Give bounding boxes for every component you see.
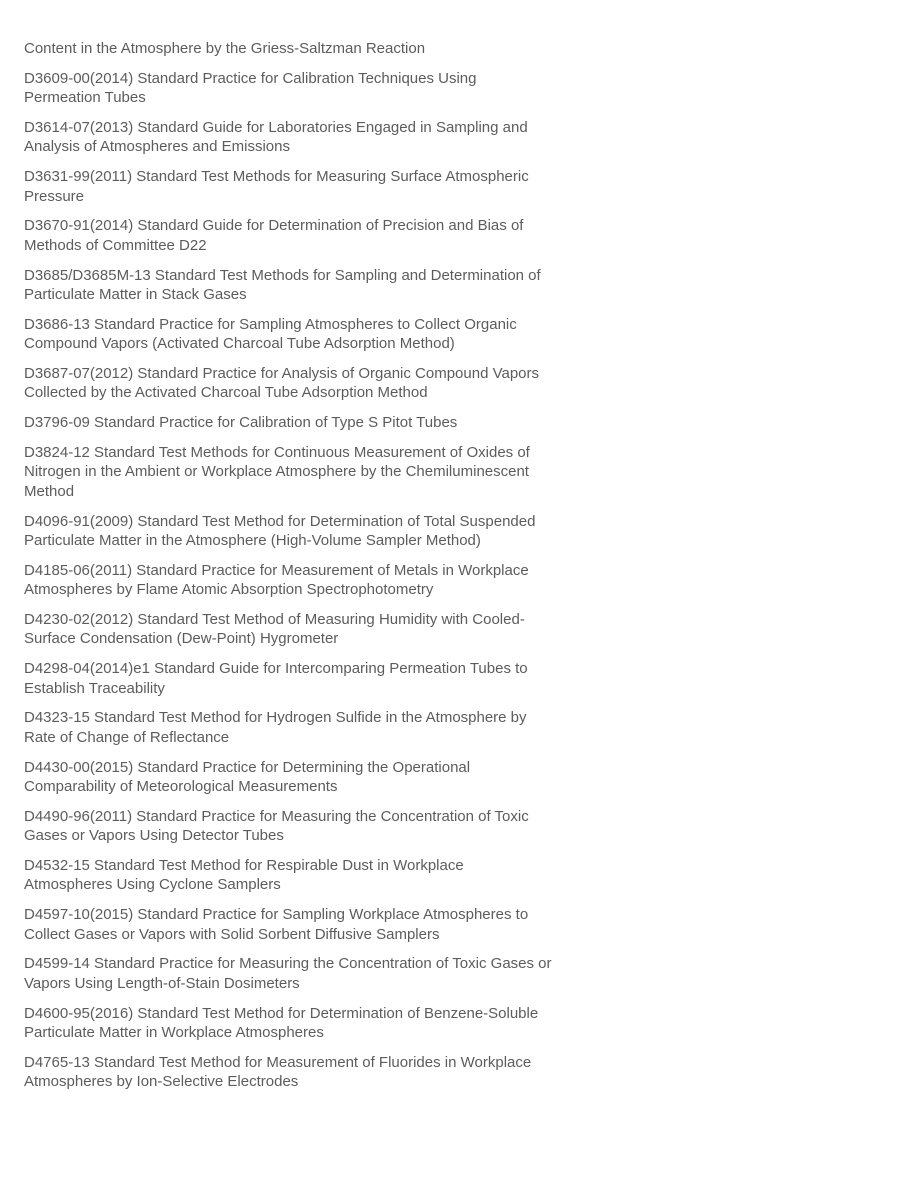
list-item: D4096-91(2009) Standard Test Method for Determination of Total Suspended Particulate Matter in the Atmosphere (High-Volume Sampler Method)	[24, 512, 536, 550]
list-item: D4230-02(2012) Standard Test Method of Measuring Humidity with Cooled-Surface Condensation (Dew-Point) Hygrometer	[24, 611, 525, 648]
list-item: D4490-96(2011) Standard Practice for Measuring the Concentration of Toxic Gases or Vapors Using Detector Tubes	[24, 807, 529, 845]
list-item: D3796-09 Standard Practice for Calibration of Type S Pitot Tubes	[24, 414, 458, 432]
list-item: D3614-07(2013) Standard Guide for Laboratories Engaged in Sampling and Analysis of Atmospheres and Emissions	[24, 119, 528, 156]
list-item: D4597-10(2015) Standard Practice for Sampling Workplace Atmospheres to Collect Gases or Vapors with Solid Sorbent Diffusive Samplers	[24, 906, 529, 943]
list-item: D4600-95(2016) Standard Test Method for Determination of Benzene-Soluble Particulate Matter in Workplace Atmospheres	[24, 1004, 539, 1042]
list-item: Content in the Atmosphere by the Griess-Saltzman Reaction	[24, 40, 426, 57]
list-item: D3670-91(2014) Standard Guide for Determination of Precision and Bias of Methods of Committee D22	[24, 217, 524, 254]
list-item: D4599-14 Standard Practice for Measuring the Concentration of Toxic Gases or Vapors Using Length-of-Stain Dosimeters	[24, 955, 552, 992]
list-item: D3686-13 Standard Practice for Sampling Atmospheres to Collect Organic Compound Vapors (Activated Charcoal Tube Adsorption Method)	[24, 315, 517, 353]
list-item: D4765-13 Standard Test Method for Measurement of Fluorides in Workplace Atmospheres by Ion-Selective Electrodes	[24, 1053, 532, 1091]
list-item: D3609-00(2014) Standard Practice for Calibration Techniques Using Permeation Tubes	[24, 69, 477, 107]
list-item: D3631-99(2011) Standard Test Methods for Measuring Surface Atmospheric Pressure	[24, 168, 529, 205]
standards-list	[24, 39, 554, 1102]
list-item: D4185-06(2011) Standard Practice for Measurement of Metals in Workplace Atmospheres by Flame Atomic Absorption Spectrophotometry	[24, 561, 529, 599]
list-item: D3687-07(2012) Standard Practice for Analysis of Organic Compound Vapors Collected by the Activated Charcoal Tube Adsorption Method	[24, 365, 540, 402]
list-item: D3685/D3685M-13 Standard Test Methods for Sampling and Determination of Particulate Matter in Stack Gases	[24, 266, 541, 304]
list-item: D4430-00(2015) Standard Practice for Determining the Operational Comparability of Meteorological Measurements	[24, 758, 471, 796]
list-item: D4532-15 Standard Test Method for Respirable Dust in Workplace Atmospheres Using Cyclone Samplers	[24, 857, 464, 894]
list-item: D4323-15 Standard Test Method for Hydrogen Sulfide in the Atmosphere by Rate of Change of Reflectance	[24, 709, 527, 746]
list-item: D4298-04(2014)e1 Standard Guide for Intercomparing Permeation Tubes to Establish Traceability	[24, 660, 528, 697]
list-item: D3824-12 Standard Test Methods for Continuous Measurement of Oxides of Nitrogen in the Ambient or Workplace Atmosphere by the Chemiluminescent Method	[24, 444, 530, 500]
